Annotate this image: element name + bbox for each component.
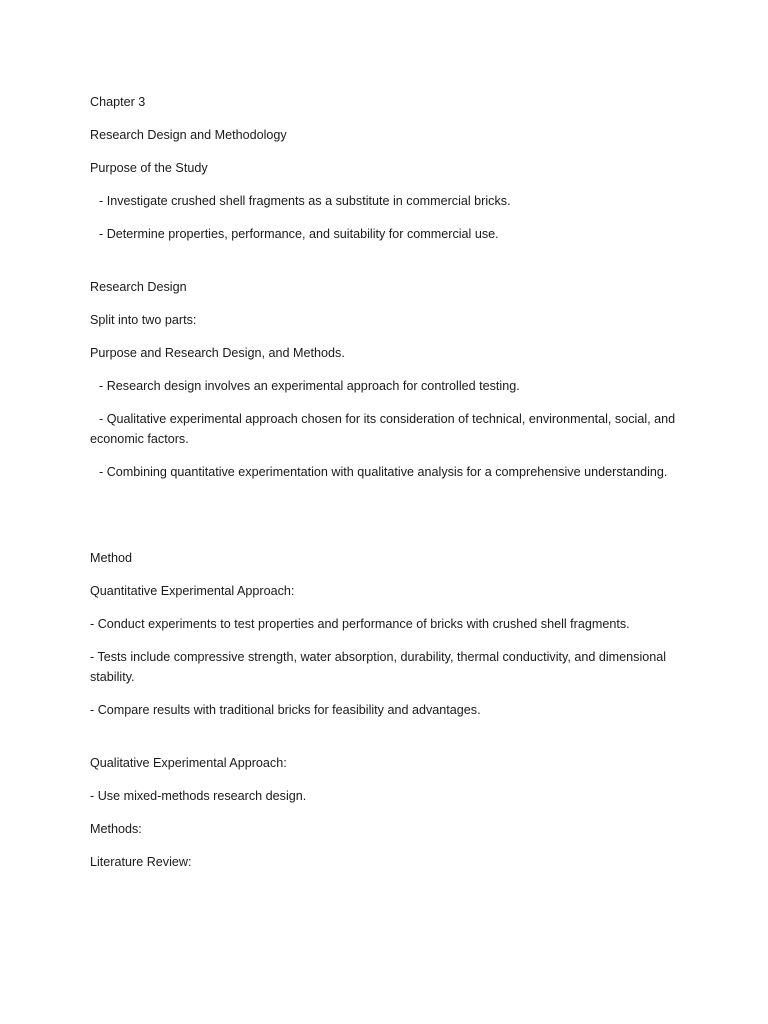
design-item bbox=[90, 409, 680, 449]
quantitative-item: - Conduct experiments to test properties and performance of bricks with crushed shell fragments. bbox=[90, 617, 630, 631]
purpose-item: - Investigate crushed shell fragments as a substitute in commercial bricks. bbox=[99, 194, 511, 208]
design-item-text: - Qualitative experimental approach chosen for its consideration of technical, environmental, social, and economic factors. bbox=[90, 412, 676, 446]
qualitative-heading: Qualitative Experimental Approach: bbox=[90, 756, 287, 770]
qualitative-item: - Use mixed-methods research design. bbox=[90, 789, 307, 803]
methods-label: Methods: bbox=[90, 822, 142, 836]
design-item: - Research design involves an experimental approach for controlled testing. bbox=[99, 379, 520, 393]
chapter-label: Chapter 3 bbox=[90, 95, 146, 109]
design-item bbox=[90, 462, 680, 482]
quantitative-heading: Quantitative Experimental Approach: bbox=[90, 584, 295, 598]
document-body bbox=[90, 92, 680, 885]
purpose-heading: Purpose of the Study bbox=[90, 161, 208, 175]
design-split-text: Split into two parts: bbox=[90, 313, 197, 327]
method-heading: Method bbox=[90, 551, 133, 565]
purpose-item: - Determine properties, performance, and suitability for commercial use. bbox=[99, 227, 499, 241]
research-design-heading: Research Design bbox=[90, 280, 187, 294]
quantitative-item: - Compare results with traditional bricks for feasibility and advantages. bbox=[90, 703, 481, 717]
literature-review-label: Literature Review: bbox=[90, 855, 192, 869]
quantitative-item: - Tests include compressive strength, water absorption, durability, thermal conductivity, and dimensional stability. bbox=[90, 650, 667, 684]
design-item-text: - Combining quantitative experimentation with qualitative analysis for a comprehensive understanding. bbox=[99, 465, 668, 479]
chapter-title: Research Design and Methodology bbox=[90, 128, 287, 142]
design-parts-text: Purpose and Research Design, and Methods. bbox=[90, 346, 345, 360]
